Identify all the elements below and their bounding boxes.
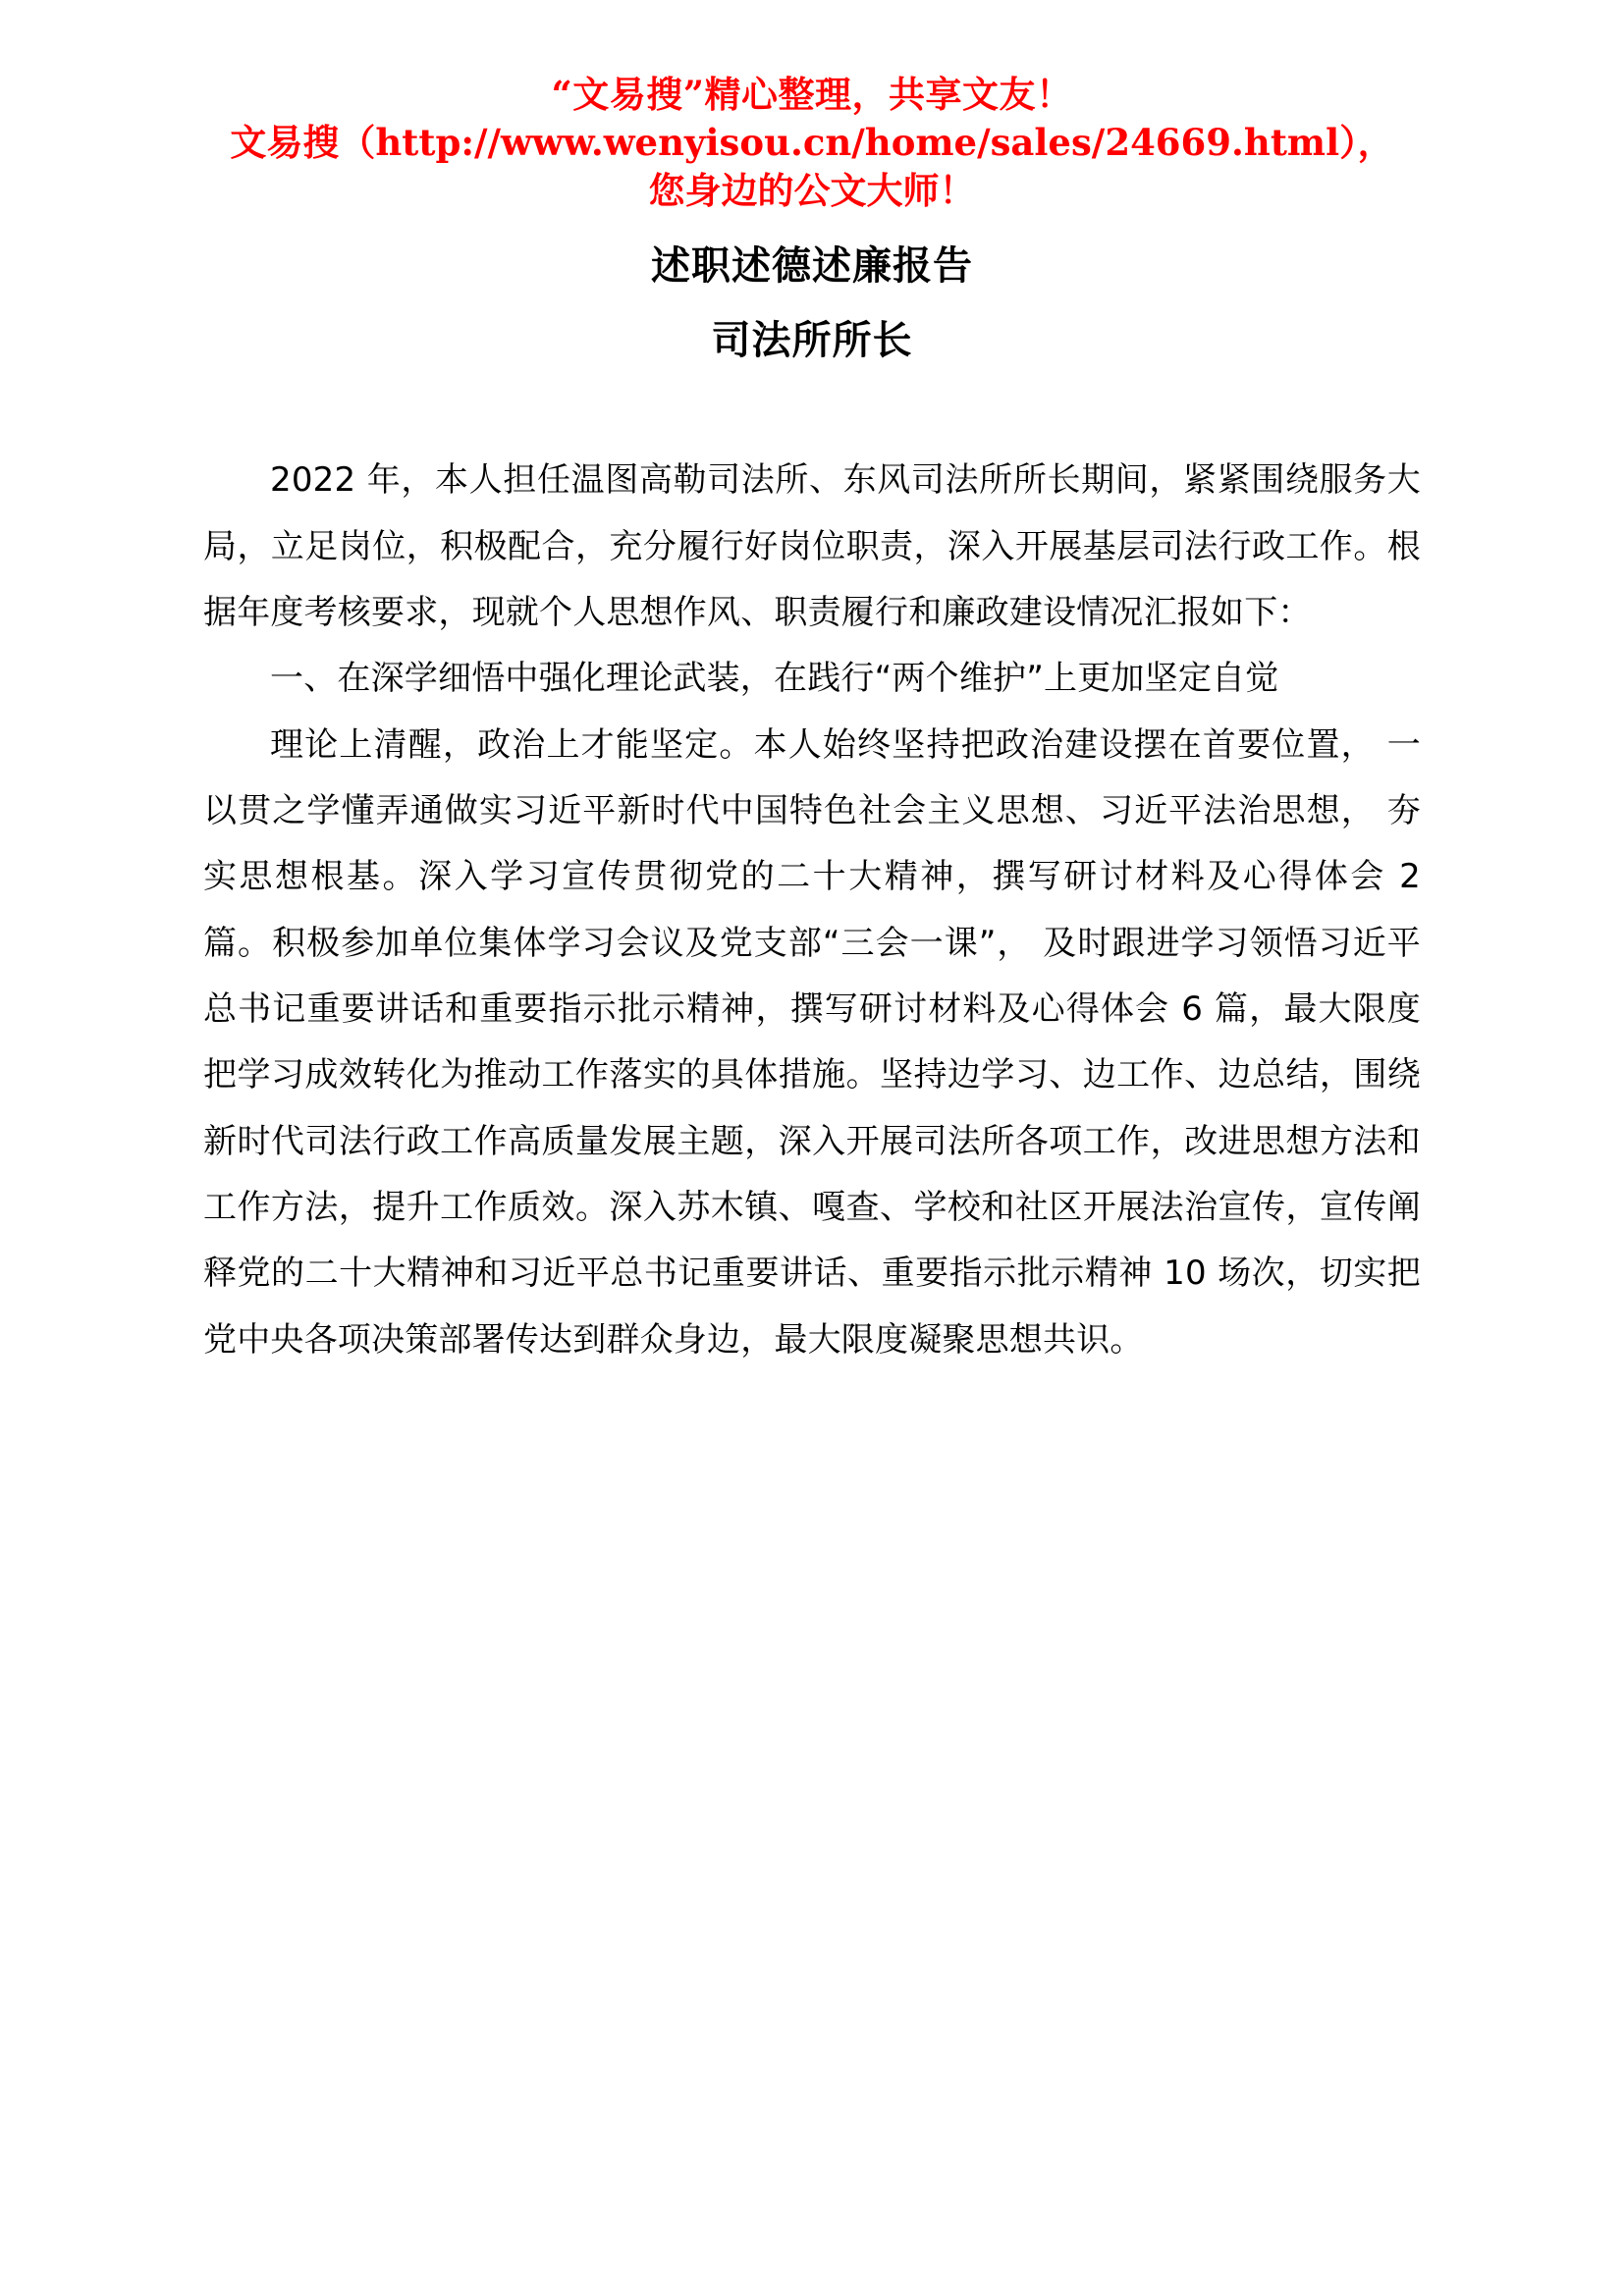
promo-banner bbox=[0, 0, 1624, 214]
paragraph-intro: 2022 年，本人担任温图高勒司法所、东风司法所所长期间，紧紧围绕服务大局，立足岗位，积极配合，充分履行好岗位职责，深入开展基层司法行政工作。根据年度考核要求，现就个人思想作风、职责履行和廉政建设情况汇报如下： bbox=[203, 460, 1421, 633]
paragraph-section-heading-1: 一、在深学细悟中强化理论武装，在践行“两个维护”上更加坚定自觉 bbox=[270, 659, 1279, 699]
document-body bbox=[203, 448, 1421, 1372]
promo-line-1: “文易搜”精心整理，共享文友！ bbox=[551, 73, 1073, 116]
promo-line-2-url[interactable]: 文易搜（http://www.wenyisou.cn/home/sales/24669.html）， bbox=[230, 120, 1394, 164]
promo-line-3: 您身边的公文大师！ bbox=[648, 168, 976, 212]
paragraph-section-1-body: 理论上清醒，政治上才能坚定。本人始终坚持把政治建设摆在首要位置， 一以贯之学懂弄通做实习近平新时代中国特色社会主义思想、习近平法治思想， 夯实思想根基。深入学习宣传贯彻党的二十大精神，撰写研讨材料及心得体会 2 篇。积极参加单位集体学习会议及党支部“三会一课”， 及时跟进学习领悟习近平总书记重要讲话和重要指示批示精神，撰写研讨材料及心得体会 6 篇，最大限度把学习成效转化为推动工作落实的具体措施。坚持边学习、边工作、边总结，围绕新时代司法行政工作高质量发展主题，深入开展司法所各项工作，改进思想方法和工作方法，提升工作质效。深入苏木镇、嘎查、学校和社区开展法治宣传，宣传阐释党的二十大精神和习近平总书记重要讲话、重要指示批示精神 10 场次，切实把党中央各项决策部署传达到群众身边，最大限度凝聚思想共识。 bbox=[203, 724, 1421, 1360]
document-title: 述职述德述廉报告 bbox=[651, 243, 973, 290]
document-subtitle: 司法所所长 bbox=[711, 318, 913, 364]
